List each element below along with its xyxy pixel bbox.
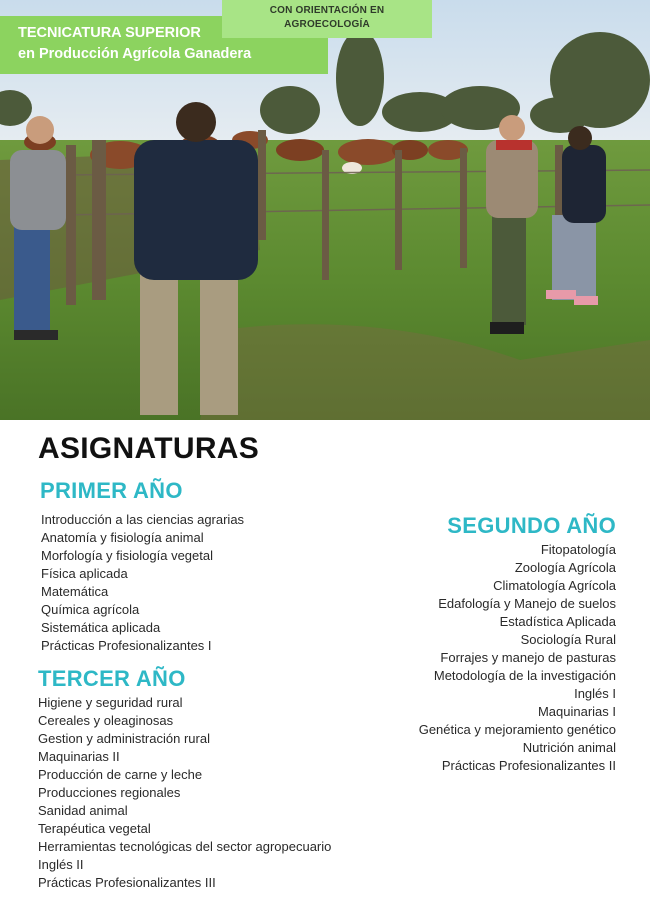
subject-item: Genética y mejoramiento genético: [418, 722, 616, 737]
subject-item: Maquinarias I: [537, 704, 616, 719]
subject-item: Química agrícola: [41, 602, 140, 617]
program-title-line-1: TECNICATURA SUPERIOR: [18, 25, 201, 41]
subject-item: Fitopatología: [540, 542, 616, 557]
subject-item: Nutrición animal: [522, 740, 616, 755]
orientation-tag: [222, 0, 432, 38]
subject-item: Inglés II: [38, 857, 84, 872]
year-1-subject-list: [41, 511, 244, 655]
subject-item: Producción de carne y leche: [38, 767, 203, 782]
subject-item: Metodología de la investigación: [433, 668, 616, 683]
year-2-title: SEGUNDO AÑO: [447, 513, 616, 538]
year-1-title: PRIMER AÑO: [40, 478, 183, 503]
subject-item: Sociología Rural: [520, 632, 616, 647]
year-3-subject-list: [38, 694, 331, 892]
subject-item: Prácticas Profesionalizantes I: [41, 638, 212, 653]
subject-item: Física aplicada: [41, 566, 128, 581]
subject-item: Anatomía y fisiología animal: [41, 530, 204, 545]
page-heading: ASIGNATURAS: [38, 432, 260, 465]
year-2-subject-list: [419, 541, 616, 775]
subject-item: Prácticas Profesionalizantes II: [441, 758, 616, 773]
year-3-title: TERCER AÑO: [38, 666, 186, 691]
subject-item: Terapéutica vegetal: [38, 821, 151, 836]
subject-item: Cereales y oleaginosas: [38, 713, 174, 728]
subject-item: Gestion y administración rural: [38, 731, 210, 746]
orientation-tag-line-2: AGROECOLOGÍA: [284, 19, 370, 30]
subject-item: Prácticas Profesionalizantes III: [38, 875, 216, 890]
subject-item: Morfología y fisiología vegetal: [41, 548, 213, 563]
subject-item: Maquinarias II: [38, 749, 120, 764]
header-photo: [0, 0, 650, 420]
subject-item: Sanidad animal: [38, 803, 128, 818]
subject-item: Zoología Agrícola: [514, 560, 616, 575]
subject-item: Inglés I: [574, 686, 616, 701]
subject-item: Forrajes y manejo de pasturas: [440, 650, 616, 665]
subject-item: Edafología y Manejo de suelos: [438, 596, 616, 611]
orientation-tag-line-1: CON ORIENTACIÓN EN: [269, 5, 385, 16]
program-title-line-2: en Producción Agrícola Ganadera: [18, 46, 252, 62]
subject-item: Higiene y seguridad rural: [38, 695, 183, 710]
subject-item: Sistemática aplicada: [41, 620, 161, 635]
subject-item: Climatología Agrícola: [493, 578, 616, 593]
subject-item: Herramientas tecnológicas del sector agropecuario: [38, 839, 332, 854]
subject-item: Introducción a las ciencias agrarias: [41, 512, 245, 527]
subject-item: Matemática: [41, 584, 109, 599]
subject-item: Estadística Aplicada: [499, 614, 616, 629]
subject-item: Producciones regionales: [38, 785, 181, 800]
